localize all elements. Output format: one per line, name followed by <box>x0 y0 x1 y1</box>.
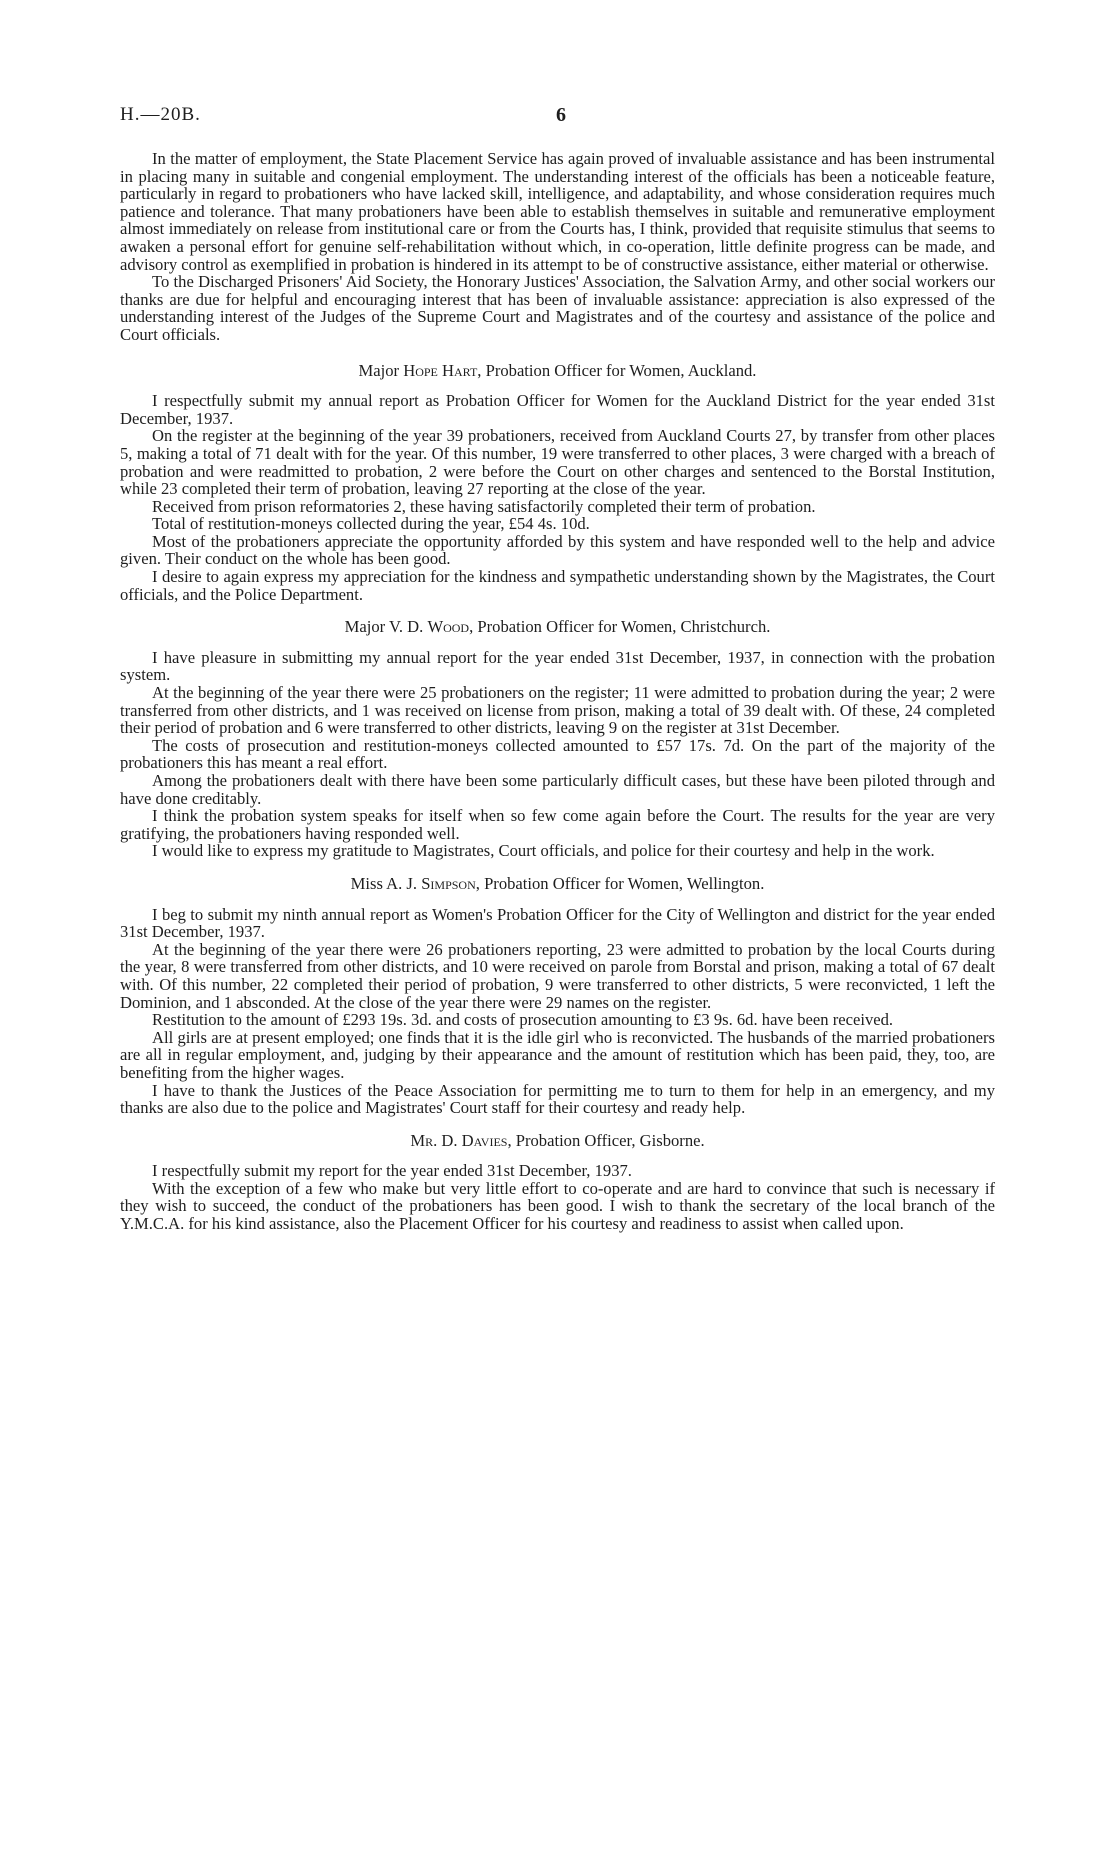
paragraph: At the beginning of the year there were 25 probationers on the register; 11 were admitted to probation during the year; 2 were transferred from other districts, and 1 was received on license from prison, making a total of 39 dealt with. Of these, 24 completed their period of probation and 6 were transferred to other districts, leaving 9 on the register at 31st December. <box>120 683 995 738</box>
report-section-gisborne <box>120 1132 995 1233</box>
document-number: H.—20B. <box>120 104 201 125</box>
paragraph: I desire to again express my appreciation for the kindness and sympathetic understanding shown by the Magistrates, the Court officials, and the Police Department. <box>120 567 995 604</box>
report-body <box>120 150 995 1233</box>
section-heading <box>120 362 995 380</box>
officer-name: Wood <box>427 617 470 637</box>
report-section-wellington <box>120 875 995 1117</box>
paragraph: With the exception of a few who make but very little effort to co-operate and are hard to convince that such is necessary if they wish to succeed, the conduct of the probationers has been good. I wish to thank the secretary of the local branch of the Y.M.C.A. for his kind assistance, also the Placement Officer for his courtesy and readiness to assist when called upon. <box>120 1178 995 1234</box>
paragraph: At the beginning of the year there were 26 probationers reporting, 23 were admitted to probation by the local Courts during the year, 8 were transferred from other districts, and 10 were received on parole from Borstal and prison, making a total of 67 dealt with. Of this number, 22 completed their period of probation, 9 were transferred to other districts, 5 were reconvicted, 1 left the Dominion, and 1 absconded. At the close of the year there were 29 names on the register. <box>120 939 995 1012</box>
running-header <box>120 104 980 134</box>
paragraph: All girls are at present employed; one finds that it is the idle girl who is reconvicted. The husbands of the married probationers are all in regular employment, and, judging by their appearance and the amount of restitution which has been paid, they, too, are benefiting from the higher wages. <box>120 1027 995 1082</box>
paragraph: Most of the probationers appreciate the opportunity afforded by this system and have responded well to the help and advice given. Their conduct on the whole has been good. <box>120 531 995 569</box>
heading-suffix: , Probation Officer for Women, Wellington. <box>475 873 765 893</box>
heading-suffix: , Probation Officer for Women, Christchurch. <box>469 617 771 637</box>
officer-name: Hope Hart <box>403 360 478 380</box>
page-number: 6 <box>556 104 566 126</box>
paragraph: In the matter of employment, the State Placement Service has again proved of invaluable assistance and has been instrumental in placing many in suitable and congenial employment. The understanding interest of the officials has been a noticeable feature, particularly in regard to probationers who have lacked skill, intelligence, and adaptability, and whose consideration requires much patience and tolerance. That many probationers have been able to establish themselves in suitable and remunerative employment almost immediately on release from institutional care or from the Courts has, I think, provided that requisite stimulus that seems to awaken a personal effort for genuine self-rehabilitation without which, in co-operation, little definite progress can be made, and advisory control as exemplified in probation is hindered in its attempt to be of constructive assistance, either material or otherwise. <box>120 149 995 274</box>
paragraph: Total of restitution-moneys collected during the year, £54 4s. 10d. <box>152 514 590 534</box>
report-section-auckland <box>120 362 995 604</box>
paragraph: I think the probation system speaks for itself when so few come again before the Court. The results for the year are very gratifying, the probationers having responded well. <box>120 806 995 843</box>
paragraph: Received from prison reformatories 2, these having satisfactorily completed their term of probation. <box>152 496 816 516</box>
paragraph: Restitution to the amount of £293 19s. 3d. and costs of prosecution amounting to £3 9s. 6d. have been received. <box>152 1010 894 1030</box>
paragraph: Among the probationers dealt with there have been some particularly difficult cases, but these have been piloted through and have done creditably. <box>120 771 995 808</box>
paragraph: On the register at the beginning of the year 39 probationers, received from Auckland Courts 27, by transfer from other places 5, making a total of 71 dealt with for the year. Of this number, 19 were transferred to other places, 3 were charged with a breach of probation and were readmitted to probation, 2 were before the Court on other charges and sentenced to the Borstal Institution, while 23 completed their term of probation, leaving 27 reporting at the close of the year. <box>120 426 995 499</box>
heading-suffix: , Probation Officer for Women, Auckland. <box>477 360 757 380</box>
paragraph: I beg to submit my ninth annual report as Women's Probation Officer for the City of Wellington and district for the year ended 31st December, 1937. <box>120 904 995 942</box>
intro-section <box>120 150 995 344</box>
heading-prefix: Major V. D. <box>344 617 428 637</box>
paragraph: I have to thank the Justices of the Peace Association for permitting me to turn to them for help in an emergency, and my thanks are also due to the police and Magistrates' Court staff for their courtesy and ready help. <box>120 1080 995 1118</box>
officer-name: Mr. D. Davies <box>410 1130 508 1150</box>
paragraph: I would like to express my gratitude to Magistrates, Court officials, and police for their courtesy and help in the work. <box>152 841 935 861</box>
heading-prefix: Miss A. J. <box>350 873 422 893</box>
heading-prefix: Major <box>358 360 404 380</box>
paragraph: To the Discharged Prisoners' Aid Society, the Honorary Justices' Association, the Salvation Army, and other social workers our thanks are due for helpful and encouraging interest that has been of invaluable assistance: appreciation is also expressed of the understanding interest of the Judges of the Supreme Court and Magistrates and of the courtesy and assistance of the police and Court officials. <box>120 272 995 344</box>
section-heading <box>120 875 995 893</box>
officer-name: Simpson <box>421 873 476 893</box>
section-heading <box>120 1132 995 1150</box>
report-section-christchurch <box>120 618 995 860</box>
section-heading <box>120 618 995 636</box>
paragraph: I have pleasure in submitting my annual report for the year ended 31st December, 1937, in connection with the probation system. <box>120 647 995 685</box>
paragraph: The costs of prosecution and restitution-moneys collected amounted to £57 17s. 7d. On the part of the majority of the probationers this has meant a real effort. <box>120 735 995 773</box>
paragraph: I respectfully submit my report for the year ended 31st December, 1937. <box>152 1161 632 1181</box>
paragraph: I respectfully submit my annual report as Probation Officer for Women for the Auckland District for the year ended 31st December, 1937. <box>120 391 995 428</box>
heading-suffix: , Probation Officer, Gisborne. <box>507 1130 705 1150</box>
